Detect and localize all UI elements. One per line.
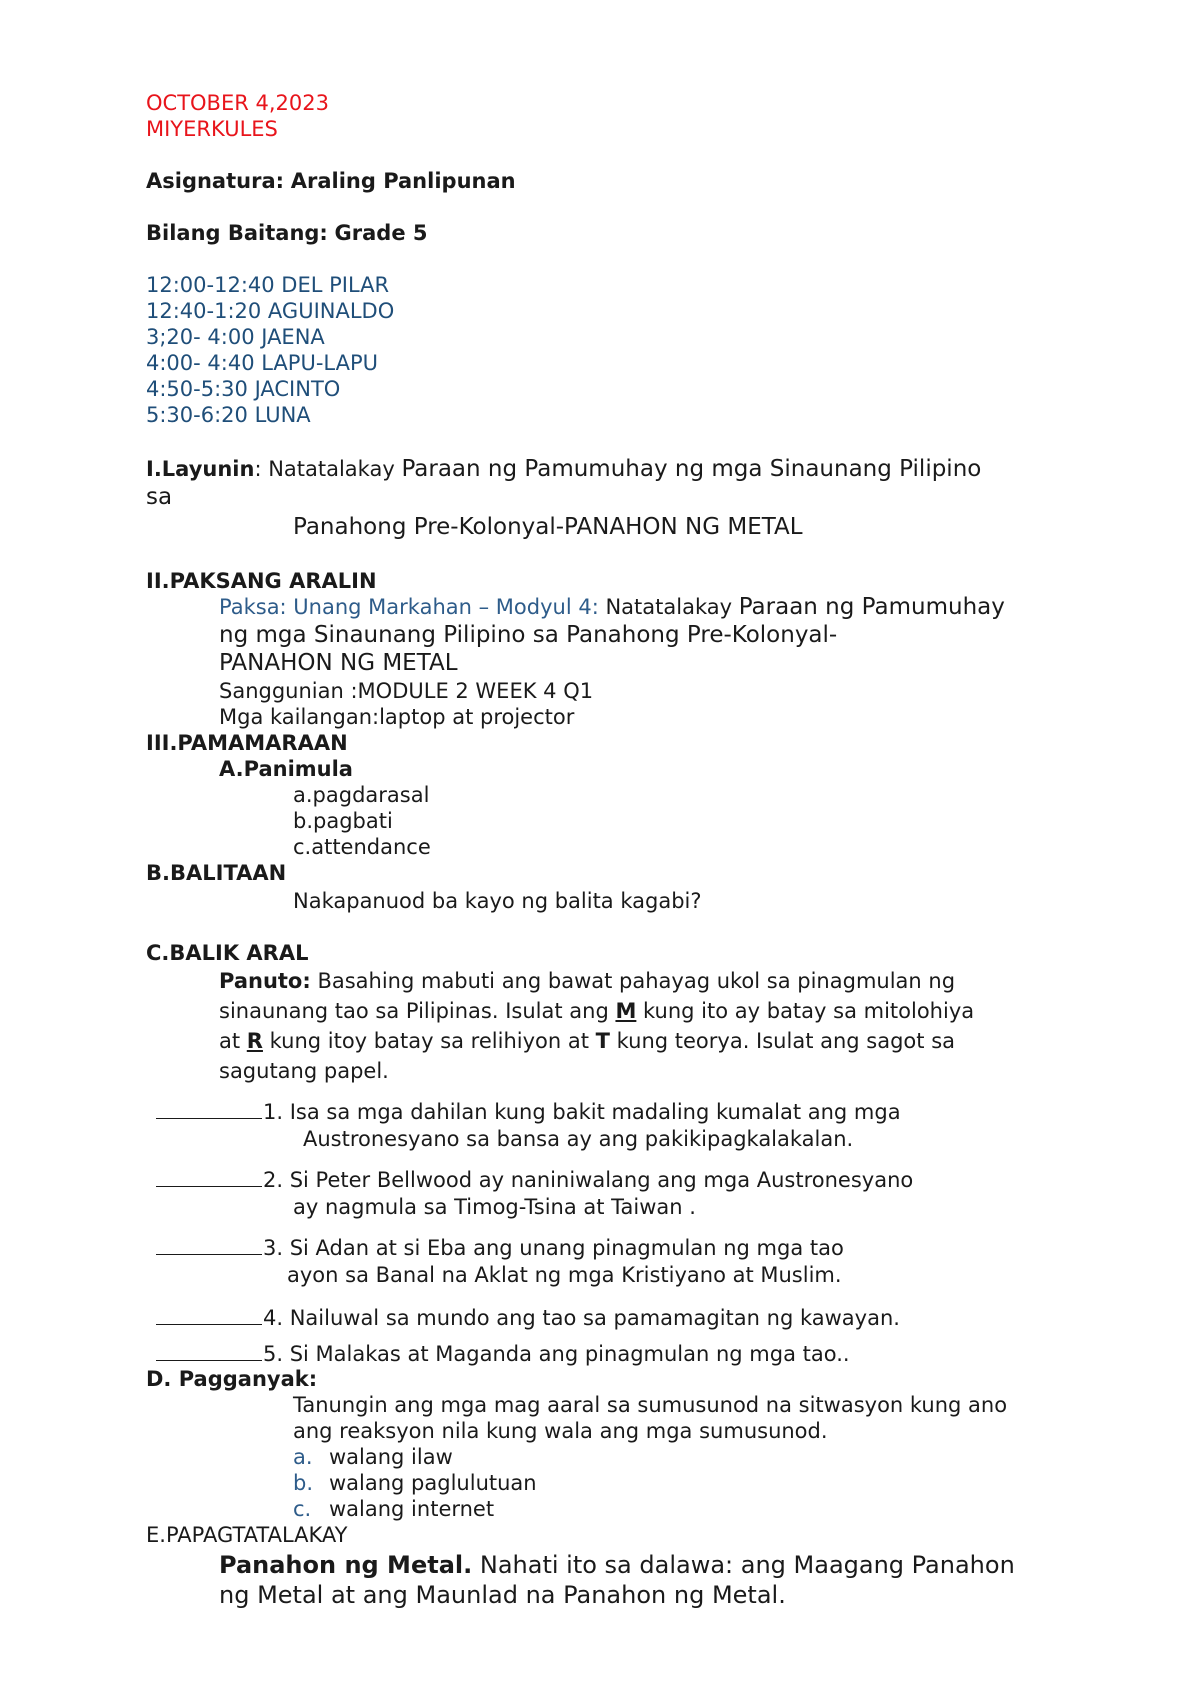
quiz-item-1: [156, 1098, 901, 1125]
pagganyak-item: [293, 1470, 537, 1496]
pagganyak-heading: D. Pagganyak:: [146, 1367, 318, 1391]
procedure-heading: III.PAMAMARAAN: [146, 731, 348, 755]
grade-line: [146, 220, 428, 246]
objective-line: [146, 456, 981, 482]
panuto-label: Panuto:: [219, 969, 311, 993]
balik-aral-heading: C.BALIK ARAL: [146, 941, 309, 965]
schedule-item: 12:00-12:40 DEL PILAR: [146, 273, 390, 297]
pagtatalakay-heading: E.PAPAGTATALAKAY: [146, 1523, 348, 1547]
panimula-item: c.attendance: [293, 835, 431, 859]
metal-line-2: ng Metal at ang Maunlad na Panahon ng Metal.: [219, 1581, 786, 1609]
objective-title: Paraan ng Pamumuhay ng mga Sinaunang Pilipino: [401, 456, 982, 482]
pagganyak-item-text: walang ilaw: [329, 1445, 453, 1469]
panuto-m: M: [615, 999, 637, 1023]
quiz-item-1-cont: Austronesyano sa bansa ay ang pakikipagkalakalan.: [303, 1127, 854, 1151]
answer-blank[interactable]: [156, 1166, 262, 1187]
panuto-line-1: [219, 968, 955, 994]
panimula-heading: A.Panimula: [219, 757, 353, 781]
reference: Sanggunian :MODULE 2 WEEK 4 Q1: [219, 679, 594, 703]
balitaan-heading: B.BALITAAN: [146, 861, 287, 885]
quiz-item-text: 1. Isa sa mga dahilan kung bakit madaling kumalat ang mga: [263, 1100, 901, 1124]
pagganyak-item: [293, 1496, 494, 1522]
schedule-item: 4:00- 4:40 LAPU-LAPU: [146, 351, 378, 375]
pagganyak-line-1: Tanungin ang mga mag aaral sa sumusunod na sitwasyon kung ano: [293, 1393, 1008, 1417]
paksa-title-end: PANAHON NG METAL: [219, 650, 458, 676]
subject-line: [146, 168, 516, 194]
paksa-label: Paksa: Unang Markahan – Modyul 4:: [219, 595, 599, 619]
answer-blank[interactable]: [156, 1098, 262, 1119]
metal-bold: Panahon ng Metal.: [219, 1551, 473, 1579]
quiz-item-text: 5. Si Malakas at Maganda ang pinagmulan ng mga tao..: [263, 1342, 850, 1366]
paksa-line: [219, 594, 1005, 620]
quiz-item-3: [156, 1234, 844, 1261]
quiz-item-5: [156, 1340, 850, 1367]
list-marker: c.: [293, 1497, 312, 1521]
quiz-item-text: 2. Si Peter Bellwood ay naniniwalang ang mga Austronesyano: [263, 1168, 914, 1192]
paksa-title-cont: ng mga Sinaunang Pilipino sa Panahong Pre-Kolonyal-: [219, 622, 838, 648]
panuto-line-2: [219, 998, 974, 1024]
day: MIYERKULES: [146, 117, 278, 141]
subject-value: Araling Panlipunan: [290, 169, 516, 193]
quiz-item-2-cont: ay nagmula sa Timog-Tsina at Taiwan .: [293, 1195, 696, 1219]
panuto-text-3b: kung itoy batay sa relihiyon at: [262, 1029, 596, 1053]
panuto-text-2a: sinaunang tao sa Pilipinas. Isulat ang: [219, 999, 616, 1023]
metal-line-1: [219, 1550, 1015, 1580]
objective-title-end: Panahong Pre-Kolonyal-PANAHON NG METAL: [293, 514, 803, 540]
quiz-item-2: [156, 1166, 913, 1193]
schedule-item: 3;20- 4:00 JAENA: [146, 325, 325, 349]
panuto-text-3c: kung teorya. Isulat ang sagot sa: [609, 1029, 955, 1053]
panimula-item: b.pagbati: [293, 809, 393, 833]
panuto-text-1: Basahing mabuti ang bawat pahayag ukol sa pinagmulan ng: [310, 969, 956, 993]
pagganyak-item: [293, 1444, 453, 1470]
list-marker: b.: [293, 1471, 314, 1495]
list-marker: a.: [293, 1445, 313, 1469]
schedule-item: 5:30-6:20 LUNA: [146, 403, 311, 427]
objective-label: I.Layunin: [146, 457, 255, 481]
quiz-item-4: [156, 1304, 900, 1331]
panuto-t: T: [595, 1029, 610, 1053]
pagganyak-item-text: walang internet: [329, 1497, 495, 1521]
schedule-item: 12:40-1:20 AGUINALDO: [146, 299, 395, 323]
answer-blank[interactable]: [156, 1340, 262, 1361]
paksa-verb: Natatalakay: [598, 595, 739, 619]
panuto-text-3a: at: [219, 1029, 247, 1053]
answer-blank[interactable]: [156, 1234, 262, 1255]
pagganyak-line-2: ang reaksyon nila kung wala ang mga sumusunod.: [293, 1419, 828, 1443]
objective-verb: : Natatalakay: [254, 457, 402, 481]
panuto-line-3: [219, 1028, 955, 1054]
balitaan-question: Nakapanuod ba kayo ng balita kagabi?: [293, 889, 702, 913]
panimula-item: a.pagdarasal: [293, 783, 430, 807]
panuto-text-2b: kung ito ay batay sa mitolohiya: [636, 999, 975, 1023]
grade-value: Grade 5: [334, 221, 428, 245]
paksa-title: Paraan ng Pamumuhay: [738, 594, 1005, 620]
quiz-item-text: 3. Si Adan at si Eba ang unang pinagmulan ng mga tao: [263, 1236, 844, 1260]
panuto-line-4: sagutang papel.: [219, 1059, 389, 1083]
quiz-item-text: 4. Nailuwal sa mundo ang tao sa pamamagitan ng kawayan.: [263, 1306, 900, 1330]
answer-blank[interactable]: [156, 1304, 262, 1325]
pagganyak-item-text: walang paglulutuan: [329, 1471, 537, 1495]
materials: Mga kailangan:laptop at projector: [219, 705, 575, 729]
objective-title-cont: sa: [146, 484, 173, 510]
metal-rest: Nahati ito sa dalawa: ang Maagang Panahon: [472, 1551, 1015, 1579]
grade-label: Bilang Baitang:: [146, 221, 328, 245]
quiz-item-3-cont: ayon sa Banal na Aklat ng mga Kristiyano at Muslim.: [287, 1263, 842, 1287]
subject-label: Asignatura:: [146, 169, 285, 193]
topic-heading: II.PAKSANG ARALIN: [146, 569, 377, 593]
schedule-item: 4:50-5:30 JACINTO: [146, 377, 341, 401]
date: OCTOBER 4,2023: [146, 91, 329, 115]
panuto-r: R: [246, 1029, 263, 1053]
